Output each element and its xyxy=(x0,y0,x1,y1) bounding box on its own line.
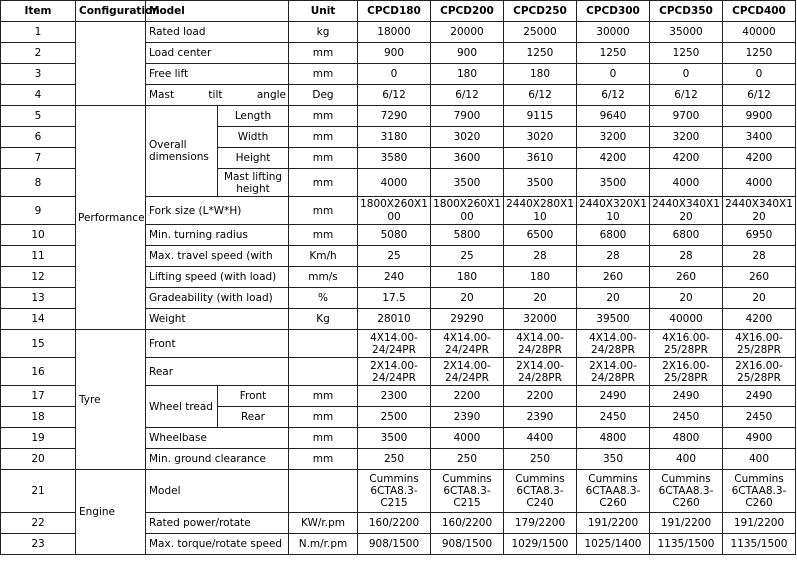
header-configuration: Configuration xyxy=(76,1,146,22)
row-label: Lifting speed (with load) xyxy=(146,267,289,288)
value-cell: 4400 xyxy=(504,428,577,449)
value-cell: 25000 xyxy=(504,22,577,43)
row-label: Front xyxy=(218,386,289,407)
value-cell: 1800X260X100 xyxy=(358,197,431,225)
value-cell: 3200 xyxy=(650,127,723,148)
item-number: 21 xyxy=(1,470,76,513)
value-cell: 3020 xyxy=(504,127,577,148)
value-cell: 4X14.00-24/28PR xyxy=(577,330,650,358)
row-label: Wheelbase xyxy=(146,428,289,449)
value-cell: 6/12 xyxy=(650,85,723,106)
value-cell: Cummins 6CTA8.3-C215 xyxy=(358,470,431,513)
row-label: Fork size (L*W*H) xyxy=(146,197,289,225)
value-cell: 9115 xyxy=(504,106,577,127)
value-cell: 2X16.00-25/28PR xyxy=(650,358,723,386)
value-cell: 1135/1500 xyxy=(650,534,723,555)
unit-cell xyxy=(289,330,358,358)
unit-cell xyxy=(289,358,358,386)
overall-dimensions-label: Overall dimensions xyxy=(146,106,218,197)
unit-cell: mm xyxy=(289,386,358,407)
value-cell: 2X14.00-24/28PR xyxy=(504,358,577,386)
header-model-name: CPCD250 xyxy=(504,1,577,22)
value-cell: 17.5 xyxy=(358,288,431,309)
item-number: 6 xyxy=(1,127,76,148)
value-cell: 3500 xyxy=(577,169,650,197)
row-label: Width xyxy=(218,127,289,148)
value-cell: 4200 xyxy=(723,309,796,330)
value-cell: 4X16.00-25/28PR xyxy=(650,330,723,358)
value-cell: 4X14.00-24/28PR xyxy=(504,330,577,358)
config-empty xyxy=(76,22,146,106)
value-cell: 32000 xyxy=(504,309,577,330)
value-cell: 39500 xyxy=(577,309,650,330)
value-cell: 0 xyxy=(358,64,431,85)
unit-cell: kg xyxy=(289,22,358,43)
unit-cell: mm xyxy=(289,127,358,148)
value-cell: 2300 xyxy=(358,386,431,407)
value-cell: 6800 xyxy=(577,225,650,246)
value-cell: 4X14.00-24/24PR xyxy=(431,330,504,358)
unit-cell: mm/s xyxy=(289,267,358,288)
row-label: Model xyxy=(146,470,289,513)
value-cell: 2440X340X120 xyxy=(723,197,796,225)
config-engine: Engine xyxy=(76,470,146,555)
value-cell: 2440X320X110 xyxy=(577,197,650,225)
row-label: Min. ground clearance xyxy=(146,449,289,470)
value-cell: 2200 xyxy=(431,386,504,407)
value-cell: 180 xyxy=(504,267,577,288)
item-number: 14 xyxy=(1,309,76,330)
value-cell: 1135/1500 xyxy=(723,534,796,555)
item-number: 9 xyxy=(1,197,76,225)
unit-cell: Kg xyxy=(289,309,358,330)
value-cell: 2490 xyxy=(723,386,796,407)
value-cell: 2450 xyxy=(723,407,796,428)
value-cell: Cummins 6CTAA8.3-C260 xyxy=(723,470,796,513)
value-cell: 2X16.00-25/28PR xyxy=(723,358,796,386)
value-cell: Cummins 6CTAA8.3-C260 xyxy=(650,470,723,513)
value-cell: Cummins 6CTA8.3-C215 xyxy=(431,470,504,513)
value-cell: 2490 xyxy=(577,386,650,407)
value-cell: 180 xyxy=(431,267,504,288)
item-number: 19 xyxy=(1,428,76,449)
table-row xyxy=(1,106,796,127)
unit-cell: mm xyxy=(289,169,358,197)
value-cell: 180 xyxy=(504,64,577,85)
header-item: Item xyxy=(1,1,76,22)
value-cell: 0 xyxy=(723,64,796,85)
row-label: Gradeability (with load) xyxy=(146,288,289,309)
item-number: 20 xyxy=(1,449,76,470)
value-cell: 6/12 xyxy=(358,85,431,106)
value-cell: 7900 xyxy=(431,106,504,127)
item-number: 12 xyxy=(1,267,76,288)
value-cell: 28010 xyxy=(358,309,431,330)
value-cell: 18000 xyxy=(358,22,431,43)
row-label: Load center xyxy=(146,43,289,64)
item-number: 10 xyxy=(1,225,76,246)
value-cell: 2X14.00-24/28PR xyxy=(577,358,650,386)
value-cell: 900 xyxy=(431,43,504,64)
row-label: Front xyxy=(146,330,289,358)
value-cell: 1029/1500 xyxy=(504,534,577,555)
value-cell: 7290 xyxy=(358,106,431,127)
row-label: Rated power/rotate xyxy=(146,513,289,534)
row-label: Free lift xyxy=(146,64,289,85)
value-cell: 4000 xyxy=(723,169,796,197)
row-label: Min. turning radius xyxy=(146,225,289,246)
value-cell: 4X14.00-24/24PR xyxy=(358,330,431,358)
item-number: 1 xyxy=(1,22,76,43)
value-cell: 3500 xyxy=(431,169,504,197)
value-cell: 4800 xyxy=(650,428,723,449)
value-cell: 180 xyxy=(431,64,504,85)
value-cell: 191/2200 xyxy=(650,513,723,534)
row-label: Rear xyxy=(146,358,289,386)
value-cell: 908/1500 xyxy=(431,534,504,555)
value-cell: 6/12 xyxy=(577,85,650,106)
value-cell: 3200 xyxy=(577,127,650,148)
value-cell: 250 xyxy=(431,449,504,470)
header-model-name: CPCD300 xyxy=(577,1,650,22)
value-cell: 1800X260X100 xyxy=(431,197,504,225)
value-cell: 4000 xyxy=(431,428,504,449)
value-cell: 4000 xyxy=(650,169,723,197)
header-model-name: CPCD400 xyxy=(723,1,796,22)
header-unit: Unit xyxy=(289,1,358,22)
value-cell: 9900 xyxy=(723,106,796,127)
value-cell: 6/12 xyxy=(431,85,504,106)
row-label: Mast tilt angle xyxy=(146,85,289,106)
value-cell: 28 xyxy=(577,246,650,267)
value-cell: 6800 xyxy=(650,225,723,246)
value-cell: 400 xyxy=(723,449,796,470)
value-cell: 4200 xyxy=(650,148,723,169)
value-cell: 0 xyxy=(577,64,650,85)
value-cell: 2X14.00-24/24PR xyxy=(431,358,504,386)
item-number: 7 xyxy=(1,148,76,169)
value-cell: 2200 xyxy=(504,386,577,407)
wheel-tread-label: Wheel tread xyxy=(146,386,218,428)
value-cell: 20 xyxy=(431,288,504,309)
value-cell: 260 xyxy=(723,267,796,288)
value-cell: 3580 xyxy=(358,148,431,169)
value-cell: 9700 xyxy=(650,106,723,127)
value-cell: 2490 xyxy=(650,386,723,407)
unit-cell: mm xyxy=(289,197,358,225)
unit-cell: mm xyxy=(289,43,358,64)
value-cell: 1250 xyxy=(650,43,723,64)
item-number: 17 xyxy=(1,386,76,407)
item-number: 15 xyxy=(1,330,76,358)
value-cell: 191/2200 xyxy=(577,513,650,534)
value-cell: 179/2200 xyxy=(504,513,577,534)
unit-cell: mm xyxy=(289,106,358,127)
value-cell: 4200 xyxy=(723,148,796,169)
row-label: Mast lifting height xyxy=(218,169,289,197)
row-label: Length xyxy=(218,106,289,127)
header-model-name: CPCD180 xyxy=(358,1,431,22)
value-cell: 900 xyxy=(358,43,431,64)
header-model: Model xyxy=(146,1,289,22)
value-cell: Cummins 6CTAA8.3-C260 xyxy=(577,470,650,513)
value-cell: 1250 xyxy=(723,43,796,64)
value-cell: 2390 xyxy=(431,407,504,428)
value-cell: 160/2200 xyxy=(431,513,504,534)
value-cell: Cummins 6CTA8.3-C240 xyxy=(504,470,577,513)
value-cell: 40000 xyxy=(650,309,723,330)
value-cell: 4000 xyxy=(358,169,431,197)
value-cell: 6/12 xyxy=(504,85,577,106)
header-model-name: CPCD200 xyxy=(431,1,504,22)
value-cell: 3180 xyxy=(358,127,431,148)
value-cell: 3020 xyxy=(431,127,504,148)
value-cell: 3400 xyxy=(723,127,796,148)
item-number: 2 xyxy=(1,43,76,64)
row-label: Max. torque/rotate speed xyxy=(146,534,289,555)
value-cell: 20 xyxy=(650,288,723,309)
value-cell: 260 xyxy=(650,267,723,288)
value-cell: 160/2200 xyxy=(358,513,431,534)
value-cell: 28 xyxy=(650,246,723,267)
value-cell: 20 xyxy=(577,288,650,309)
value-cell: 5800 xyxy=(431,225,504,246)
value-cell: 5080 xyxy=(358,225,431,246)
value-cell: 6500 xyxy=(504,225,577,246)
value-cell: 2450 xyxy=(650,407,723,428)
value-cell: 20000 xyxy=(431,22,504,43)
value-cell: 2500 xyxy=(358,407,431,428)
value-cell: 30000 xyxy=(577,22,650,43)
value-cell: 25 xyxy=(431,246,504,267)
table-row xyxy=(1,330,796,358)
item-number: 4 xyxy=(1,85,76,106)
value-cell: 240 xyxy=(358,267,431,288)
value-cell: 400 xyxy=(650,449,723,470)
item-number: 16 xyxy=(1,358,76,386)
item-number: 13 xyxy=(1,288,76,309)
value-cell: 20 xyxy=(723,288,796,309)
value-cell: 260 xyxy=(577,267,650,288)
value-cell: 40000 xyxy=(723,22,796,43)
value-cell: 28 xyxy=(504,246,577,267)
item-number: 18 xyxy=(1,407,76,428)
item-number: 22 xyxy=(1,513,76,534)
value-cell: 35000 xyxy=(650,22,723,43)
unit-cell: mm xyxy=(289,428,358,449)
row-label: Rear xyxy=(218,407,289,428)
unit-cell xyxy=(289,470,358,513)
value-cell: 0 xyxy=(650,64,723,85)
value-cell: 2X14.00-24/24PR xyxy=(358,358,431,386)
item-number: 11 xyxy=(1,246,76,267)
unit-cell: mm xyxy=(289,64,358,85)
value-cell: 4900 xyxy=(723,428,796,449)
value-cell: 3600 xyxy=(431,148,504,169)
unit-cell: % xyxy=(289,288,358,309)
value-cell: 250 xyxy=(504,449,577,470)
header-row xyxy=(1,1,796,22)
item-number: 3 xyxy=(1,64,76,85)
value-cell: 1250 xyxy=(577,43,650,64)
config-performance: Performance xyxy=(76,106,146,330)
unit-cell: mm xyxy=(289,225,358,246)
value-cell: 350 xyxy=(577,449,650,470)
unit-cell: Km/h xyxy=(289,246,358,267)
unit-cell: mm xyxy=(289,148,358,169)
table-row xyxy=(1,470,796,513)
table-row xyxy=(1,22,796,43)
row-label: Max. travel speed (with xyxy=(146,246,289,267)
row-label: Rated load xyxy=(146,22,289,43)
value-cell: 1250 xyxy=(504,43,577,64)
value-cell: 9640 xyxy=(577,106,650,127)
value-cell: 4X16.00-25/28PR xyxy=(723,330,796,358)
value-cell: 2450 xyxy=(577,407,650,428)
unit-cell: Deg xyxy=(289,85,358,106)
value-cell: 20 xyxy=(504,288,577,309)
value-cell: 3500 xyxy=(358,428,431,449)
value-cell: 3610 xyxy=(504,148,577,169)
value-cell: 3500 xyxy=(504,169,577,197)
value-cell: 28 xyxy=(723,246,796,267)
value-cell: 6/12 xyxy=(723,85,796,106)
value-cell: 2440X340X120 xyxy=(650,197,723,225)
item-number: 23 xyxy=(1,534,76,555)
header-model-name: CPCD350 xyxy=(650,1,723,22)
value-cell: 4200 xyxy=(577,148,650,169)
unit-cell: N.m/r.pm xyxy=(289,534,358,555)
unit-cell: KW/r.pm xyxy=(289,513,358,534)
value-cell: 191/2200 xyxy=(723,513,796,534)
item-number: 8 xyxy=(1,169,76,197)
unit-cell: mm xyxy=(289,449,358,470)
value-cell: 1025/1400 xyxy=(577,534,650,555)
value-cell: 250 xyxy=(358,449,431,470)
item-number: 5 xyxy=(1,106,76,127)
value-cell: 29290 xyxy=(431,309,504,330)
value-cell: 2440X280X110 xyxy=(504,197,577,225)
value-cell: 908/1500 xyxy=(358,534,431,555)
unit-cell: mm xyxy=(289,407,358,428)
row-label: Weight xyxy=(146,309,289,330)
value-cell: 6950 xyxy=(723,225,796,246)
row-label: Height xyxy=(218,148,289,169)
value-cell: 2390 xyxy=(504,407,577,428)
value-cell: 4800 xyxy=(577,428,650,449)
config-tyre: Tyre xyxy=(76,330,146,470)
value-cell: 25 xyxy=(358,246,431,267)
